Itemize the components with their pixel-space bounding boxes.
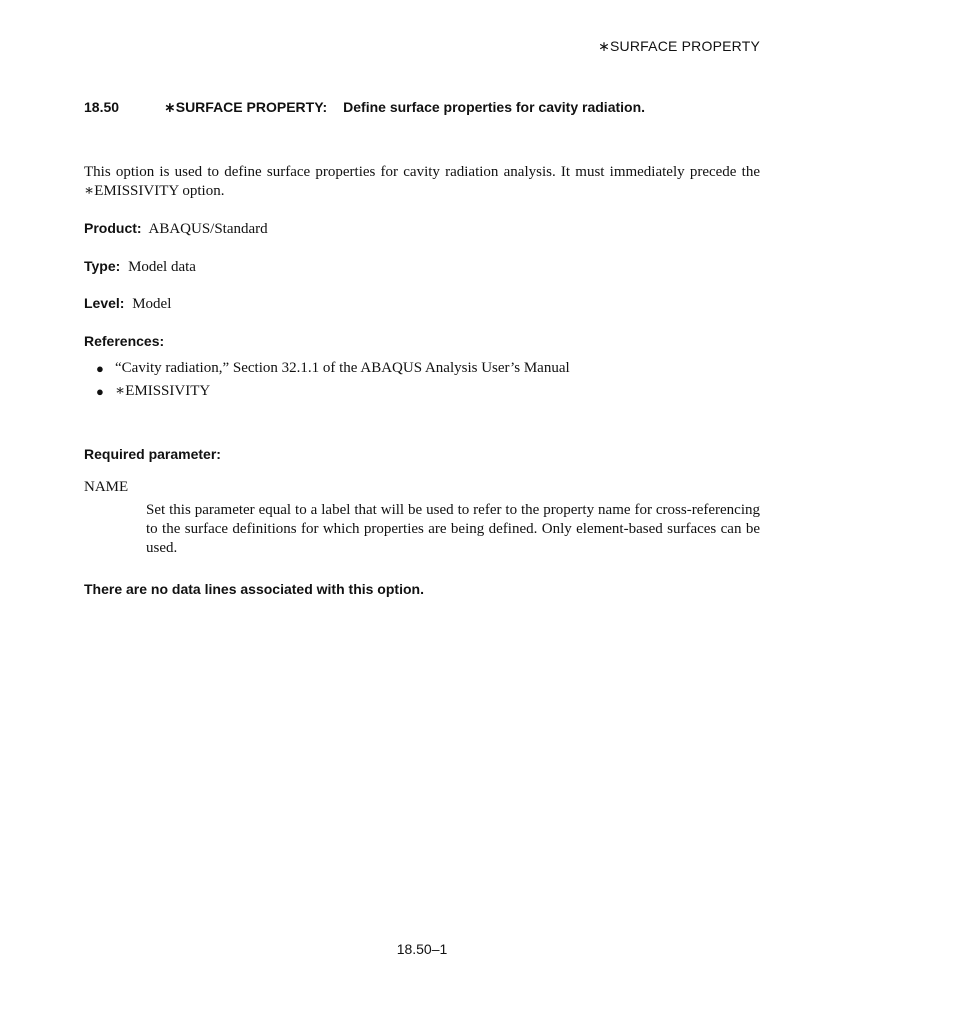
- reference-link[interactable]: “Cavity radiation,” Section 32.1.1 of the ABAQUS Analysis User’s Manual: [115, 360, 570, 376]
- type-field: [84, 258, 196, 276]
- product-value: ABAQUS/Standard: [148, 221, 268, 237]
- parameter-description: Set this parameter equal to a label that will be used to refer to the property name for cross-referencing to the surface definitions for which properties are being defined. Only element-based surfaces can be used.: [146, 502, 760, 556]
- level-label: Level:: [84, 295, 125, 311]
- intro-paragraph: This option is used to define surface properties for cavity radiation analysis. It must immediately precede the ∗EMISSIVITY option.: [84, 164, 760, 199]
- product-field: [84, 220, 268, 238]
- type-label: Type:: [84, 258, 121, 274]
- list-item: [96, 382, 570, 405]
- section-title: Define surface properties for cavity radiation.: [343, 99, 646, 115]
- parameter-name: NAME: [84, 479, 129, 495]
- references-title: References:: [84, 333, 165, 349]
- running-header: ∗SURFACE PROPERTY: [598, 38, 760, 54]
- product-label: Product:: [84, 220, 142, 236]
- list-item: [96, 359, 570, 382]
- level-value: Model: [132, 296, 172, 312]
- data-lines-note: There are no data lines associated with this option.: [84, 581, 424, 597]
- reference-link[interactable]: ∗EMISSIVITY: [115, 383, 211, 399]
- level-field: [84, 295, 171, 313]
- bullet-icon: ●: [96, 384, 104, 399]
- bullet-icon: ●: [96, 361, 104, 376]
- page-number: 18.50–1: [396, 941, 448, 957]
- type-value: Model data: [128, 259, 196, 275]
- section-heading: [84, 99, 774, 116]
- required-parameter-title: Required parameter:: [84, 446, 221, 462]
- section-number: 18.50: [84, 99, 120, 115]
- references-list: [96, 359, 570, 405]
- section-keyword: ∗SURFACE PROPERTY:: [164, 99, 328, 115]
